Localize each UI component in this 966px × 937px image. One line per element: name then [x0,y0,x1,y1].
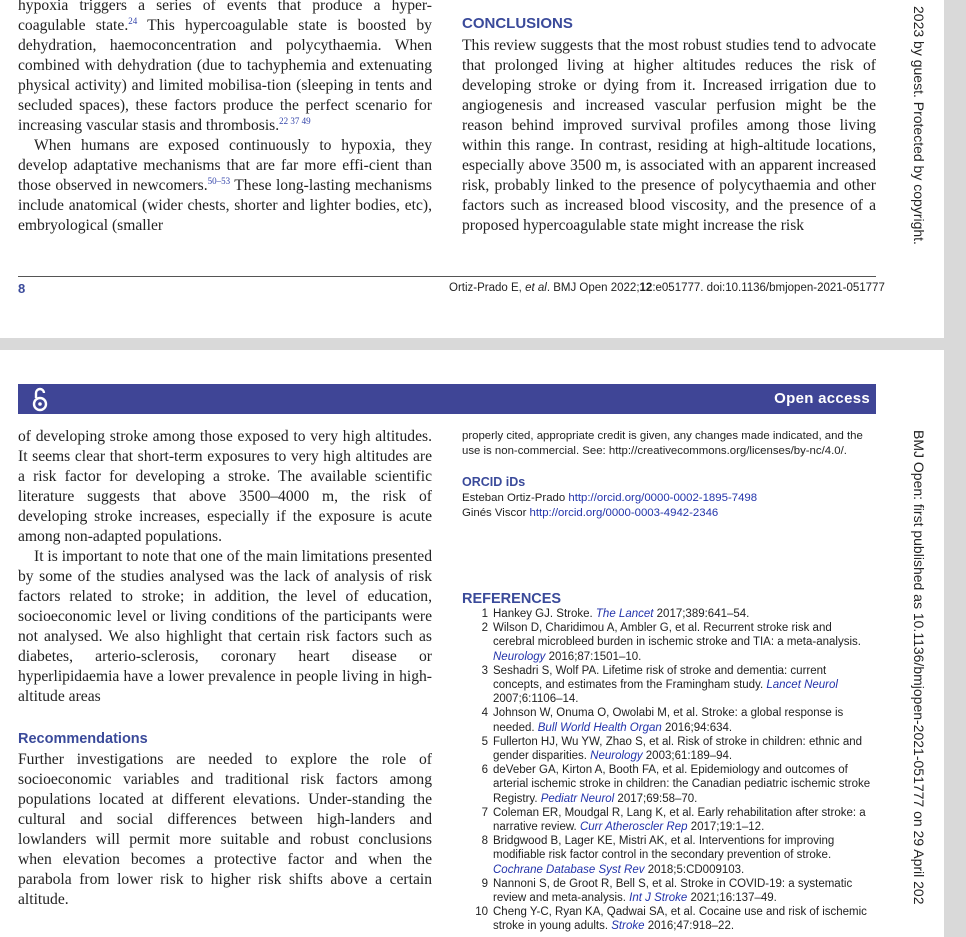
open-access-icon [32,387,48,412]
orcid-entry: Esteban Ortiz-Prado http://orcid.org/0000-0002-1895-7498 [462,492,758,504]
open-access-banner [18,384,876,414]
paragraph-hypercoagulable: hypoxia triggers a series of events that produce a hyper-coagulable state.$^{24}$ This hypercoagulable state is boosted by dehydration, haemoconcentration and polycythaemia. When combined with dehydration (due to tachyphemia and extenuating physical activity) and limited mobilisa-tion (sleeping in tents and secluded spaces), these factors produce the perfect scenario for increasing vascular stasis and thrombosis.$^{22 37 49}$ [18,0,432,134]
side-copyright-text: 2023 by guest. Protected by copyright. [911,6,927,245]
orcid-link[interactable]: http://orcid.org/0000-0003-4942-2346 [529,507,719,519]
reference-item: 10 Cheng Y-C, Ryan KA, Qadwai SA, et al. Cocaine use and risk of ischemic stroke in young adults. Stroke 2016;47:918–22. [475,906,867,933]
journal-link[interactable]: Int J Stroke [629,892,688,905]
orcid-link[interactable]: http://orcid.org/0000-0002-1895-7498 [568,492,758,504]
journal-link[interactable]: Neurology [590,750,643,763]
paragraph-adaptation: When humans are exposed continuously to hypoxia, they develop adaptative mechanisms that are far more effi-cient than those observed in newcomers.$^{50-53}$ These long-lasting mechanisms include anatomical (wider chests, shorter and lighter bodies, etc), embryological (smaller [18,137,432,234]
page-current [0,350,944,937]
reference-item: 9 Nannoni S, de Groot R, Bell S, et al. Stroke in COVID-19: a systematic review and meta-analysis. Int J Stroke 2021;16:137–49. [481,877,853,905]
recommendations-heading: Recommendations [18,731,148,747]
citation-ref[interactable]: 50–53 [207,175,231,186]
reference-item: 8 Bridgwood B, Lager KE, Mistri AK, et al. Interventions for improving modifiable risk factor control in the secondary prevention of stroke. Cochrane Database Syst Rev 2018;5:CD009103. [481,835,835,876]
reference-item: 5 Fullerton HJ, Wu YW, Zhao S, et al. Risk of stroke in children: ethnic and gender disparities. Neurology 2003;61:189–94. [481,735,863,763]
journal-link[interactable]: Neurology [493,650,546,663]
paragraph-short-term-exposure: of developing stroke among those exposed to very high altitudes. It seems clear that short-term exposures to very high altitudes are a risk factor for developing a stroke. The available scientific literature suggests that above 3500–4000 m, the risk of developing stroke increases, especially if the exposure is acute among non-adapted populations. [18,428,432,545]
footer-divider [18,276,876,277]
license-text: properly cited, appropriate credit is given, any changes made indicated, and the use is non-commercial. See: http://creativecommons.org/licenses/by-nc/4.0/. [462,430,863,457]
reference-item: 6 deVeber GA, Kirton A, Booth FA, et al. Epidemiology and outcomes of arterial ischemic stroke in children: the Canadian pediatric ischemic stroke Registry. Pediatr Neurol 2017;69:58–70. [481,764,871,805]
orcid-list [462,491,876,521]
recommendations-text: Further investigations are needed to explore the role of socioeconomic variables and traditional risk factors among populations located at different elevations. Under-standing the cultural and social differences between high-landers and lowlanders will permit more suitable and robust conclusions when elevation becomes a protective factor and when the parabola from lower risk to higher risk shifts above a certain altitude. [18,751,432,908]
side-doi-text: BMJ Open: first published as 10.1136/bmjopen-2021-051777 on 29 April 202 [911,430,927,905]
citation-ref[interactable]: 22 37 49 [279,115,311,126]
conclusions-heading: CONCLUSIONS [462,15,573,32]
orcid-entry: Ginés Viscor http://orcid.org/0000-0003-4942-2346 [462,507,719,519]
open-access-label: Open access [774,390,870,407]
reference-item: 3 Seshadri S, Wolf PA. Lifetime risk of stroke and dementia: current concepts, and estimates from the Framingham study. Lancet Neurol 2007;6:1106–14. [481,664,838,706]
reference-item: 4 Johnson W, Onuma O, Owolabi M, et al. Stroke: a global response is needed. Bull World Health Organ 2016;94:634. [481,707,844,734]
reference-item: 1 Hankey GJ. Stroke. The Lancet 2017;389:641–54. [481,608,750,620]
journal-link[interactable]: Lancet Neurol [766,679,838,692]
journal-link[interactable]: The Lancet [595,608,654,620]
journal-link[interactable]: Bull World Health Organ [537,721,662,734]
conclusions-text: This review suggests that the most robust studies tend to advocate that prolonged living at higher altitudes reduces the risk of developing stroke or dying from it. Increased irrigation due to angiogenesis and increased vascular perfusion might be the reason behind improved survival profiles among those living within this range. In contrast, residing at high-altitude locations, especially above 3500 m, is associated with an apparent increased risk, probably linked to the presence of polycythaemia and other factors such as increased blood viscosity, and the presence of a proposed hypercoagulable state might increase the risk [462,37,876,234]
orcid-heading: ORCID iDs [462,475,526,489]
journal-link[interactable]: Stroke [611,920,645,933]
left-column-text [18,0,432,236]
page-footer-citation: Ortiz-Prado E, et al. BMJ Open 2022;12:e051777. doi:10.1136/bmjopen-2021-051777 [449,282,885,294]
page-number: 8 [18,281,26,296]
license-link[interactable]: http://creativecommons.org/licenses/by-nc/4.0/ [608,445,844,457]
citation-ref[interactable]: 24 [128,15,138,26]
right-column [462,429,876,934]
reference-list [462,607,876,934]
paragraph-limitations: It is important to note that one of the main limitations presented by some of the studies analysed was the lack of analysis of risk factors related to stroke; in addition, the level of education, socioeconomic level or living conditions of the participants were not analysed. We also highlight that certain risk factors such as diabetes, arterio-sclerosis, coronary heart disease or hyperlipidaemia have a lower prevalence in people living in high-altitude areas [18,548,432,705]
page-previous [0,0,944,338]
journal-link[interactable]: Cochrane Database Syst Rev [493,863,645,876]
reference-item: 2 Wilson D, Charidimou A, Ambler G, et al. Recurrent stroke risk and cerebral microbleed burden in ischemic stroke and TIA: a meta-analysis. Neurology 2016;87:1501–10. [481,622,861,663]
journal-link[interactable]: Pediatr Neurol [540,792,615,805]
journal-link[interactable]: Curr Atheroscler Rep [579,821,688,834]
right-column-text [462,14,876,236]
references-heading: REFERENCES [462,591,562,607]
reference-item: 7 Coleman ER, Moudgal R, Lang K, et al. Early rehabilitation after stroke: a narrative review. Curr Atheroscler Rep 2017;19:1–12. [481,806,866,834]
left-column-text [18,427,432,910]
